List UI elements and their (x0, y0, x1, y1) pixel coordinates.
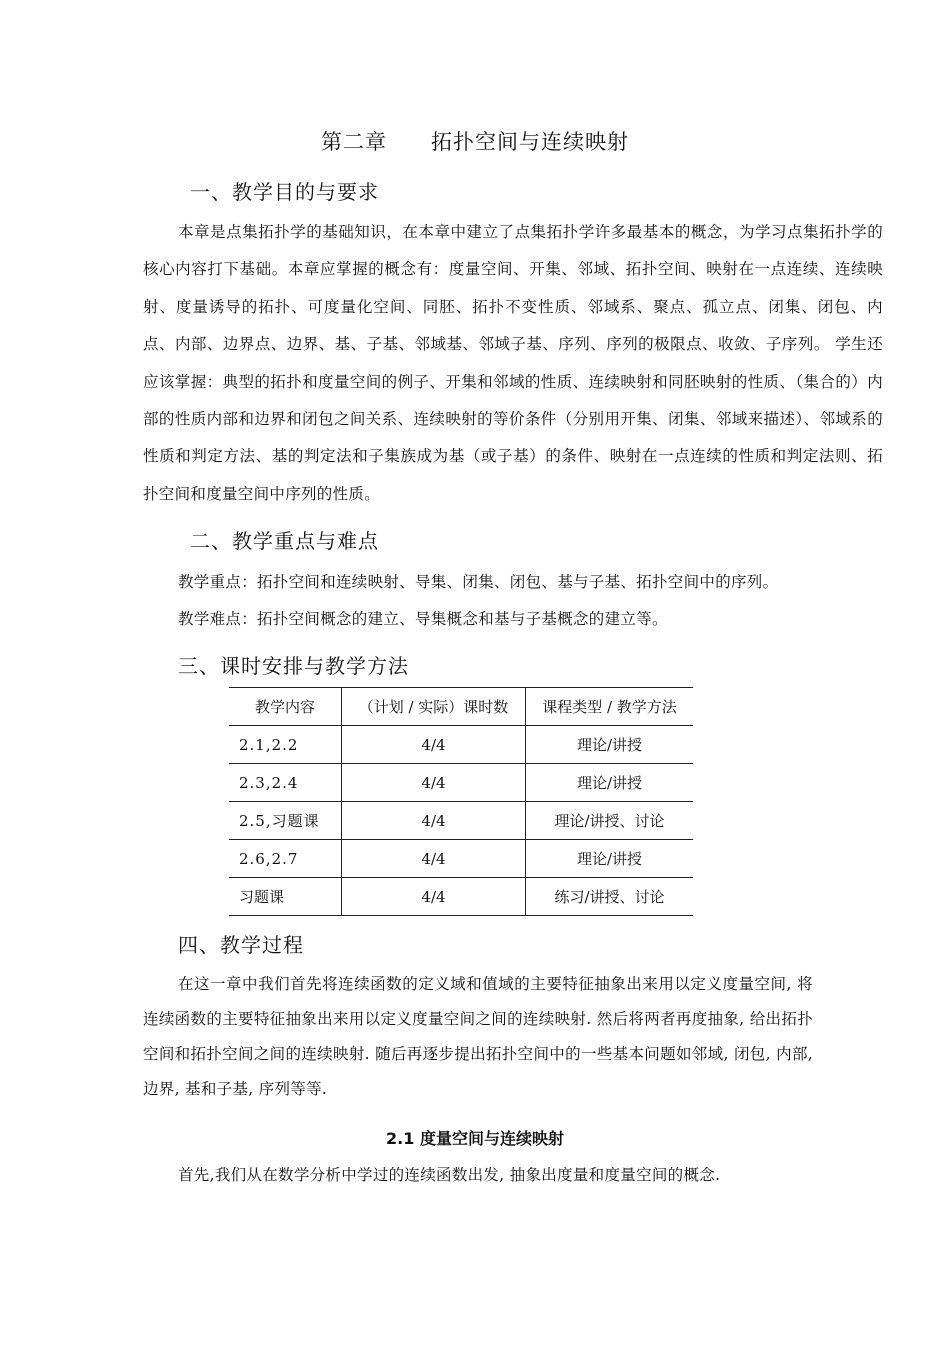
table-cell: 2.5,习题课 (229, 802, 342, 840)
table-cell: 4/4 (342, 802, 526, 840)
table-cell: 练习/讲授、讨论 (526, 878, 694, 916)
key-points-line: 教学重点：拓扑空间和连续映射、导集、闭集、闭包、基与子基、拓扑空间中的序列。 (178, 573, 779, 591)
table-cell: 2.3,2.4 (229, 764, 342, 802)
section-heading-schedule: 三、课时安排与教学方法 (178, 654, 409, 678)
table-cell: 4/4 (342, 878, 526, 916)
section-heading-process: 四、教学过程 (178, 933, 304, 957)
table-header-cell: 课程类型 / 教学方法 (526, 688, 694, 726)
table-cell: 理论/讲授 (526, 840, 694, 878)
table-header-cell: 教学内容 (229, 688, 342, 726)
difficulties-line: 教学难点：拓扑空间概念的建立、导集概念和基与子基概念的建立等。 (178, 610, 668, 628)
table-row (229, 764, 693, 802)
process-paragraph: 在这一章中我们首先将连续函数的定义域和值域的主要特征抽象出来用以定义度量空间, 将连续函数的主要特征抽象出来用以定义度量空间之间的连续映射. 然后将两者再度抽象, 给出拓扑空间和拓扑空间之间的连续映射. 随后再逐步提出拓扑空间中的一些基本问题如邻域, 闭包, 内部, 边界, 基和子基, 序列等等. (143, 975, 813, 1098)
section-heading-key-points: 二、教学重点与难点 (190, 529, 379, 553)
subsection-intro: 首先,我们从在数学分析中学过的连续函数出发, 抽象出度量和度量空间的概念. (178, 1166, 721, 1184)
section-heading-objectives: 一、教学目的与要求 (190, 180, 379, 204)
chapter-title: 第二章 拓扑空间与连续映射 (321, 130, 629, 154)
table-cell: 理论/讲授 (526, 726, 694, 764)
subsection-title: 2.1 度量空间与连续映射 (386, 1129, 564, 1148)
table-row (229, 878, 693, 916)
objectives-paragraph: 本章是点集拓扑学的基础知识，在本章中建立了点集拓扑学许多最基本的概念，为学习点集拓扑学的核心内容打下基础。本章应掌握的概念有：度量空间、开集、邻域、拓扑空间、映射在一点连续、连续映射、度量诱导的拓扑、可度量化空间、同胚、拓扑不变性质、邻域系、聚点、孤立点、闭集、闭包、内点、内部、边界点、边界、基、子基、邻域基、邻域子基、序列、序列的极限点、收敛、子序列。 学生还应该掌握：典型的拓扑和度量空间的例子、开集和邻域的性质、连续映射和同胚映射的性质、（集合的）内部的性质内部和边界和闭包之间关系、连续映射的等价条件（分别用开集、闭集、邻域来描述）、邻域系的性质和判定方法、基的判定法和子集族成为基（或子基）的条件、映射在一点连续的性质和判定法则、拓扑空间和度量空间中序列的性质。 (143, 223, 883, 503)
table-row (229, 840, 693, 878)
table-header-cell: （计划 / 实际）课时数 (342, 688, 526, 726)
table-cell: 理论/讲授 (526, 764, 694, 802)
schedule-table (229, 687, 693, 916)
table-cell: 习题课 (229, 878, 342, 916)
table-cell: 4/4 (342, 726, 526, 764)
table-cell: 4/4 (342, 764, 526, 802)
table-cell: 4/4 (342, 840, 526, 878)
table-cell: 理论/讲授、讨论 (526, 802, 694, 840)
table-cell: 2.6,2.7 (229, 840, 342, 878)
table-cell: 2.1,2.2 (229, 726, 342, 764)
table-row (229, 726, 693, 764)
table-row (229, 802, 693, 840)
table-header-row (229, 688, 693, 726)
